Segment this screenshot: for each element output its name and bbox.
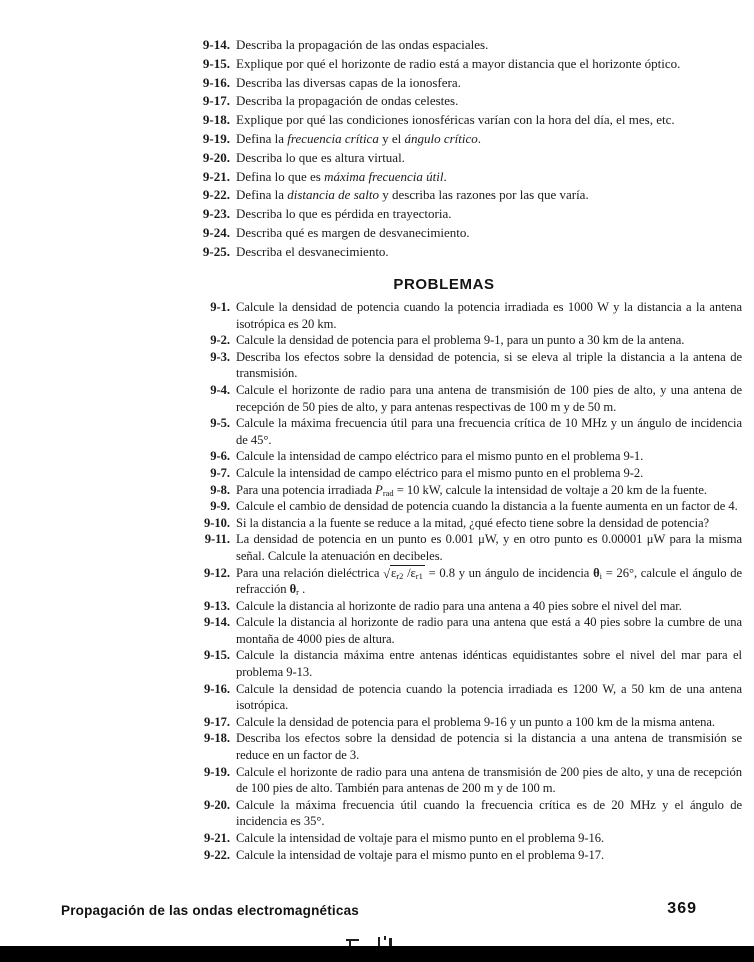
item-number: 9-25. <box>202 243 230 259</box>
item-number: 9-1. <box>210 300 230 314</box>
item-text: Calcule la densidad de potencia cuando la potencia irradiada es 1000 W y la distancia a la antena isotrópica es 20 km. <box>236 300 742 331</box>
question-item <box>194 74 742 93</box>
item-number: 9-7. <box>210 465 230 480</box>
item-number: 9-16. <box>202 74 230 90</box>
problem-item <box>194 498 742 515</box>
problem-item <box>194 714 742 731</box>
problems-heading: PROBLEMAS <box>393 276 495 293</box>
item-text: Describa los efectos sobre la densidad de potencia si la distancia a una antena de transmisión se reduce en un factor de 3. <box>236 731 742 763</box>
problem-item <box>194 515 742 532</box>
item-text: Calcule el horizonte de radio para una antena de transmisión de 100 pies de alto, y una antena de recepción de 50 pies de alto, y para antenas respectivas de 100 m y de 50 m. <box>236 382 742 414</box>
glyph-top-mark <box>346 939 359 941</box>
question-item <box>194 55 742 74</box>
problem-item <box>194 465 742 482</box>
item-number: 9-10. <box>204 515 230 530</box>
running-footer-title: Propagación de las ondas electromagnéticas <box>61 903 359 918</box>
item-number: 9-23. <box>202 206 230 222</box>
glyph-top-mark <box>378 937 380 946</box>
item-text: Defina la distancia de salto y describa las razones por las que varía. <box>236 187 589 203</box>
item-number: 9-15. <box>204 648 230 663</box>
item-number: 9-17. <box>202 93 230 109</box>
item-text: Explique por qué el horizonte de radio está a mayor distancia que el horizonte óptico. <box>236 55 681 71</box>
item-text: Describa los efectos sobre la densidad de potencia, si se eleva al triple la distancia a la antena de transmisión. <box>236 349 742 381</box>
item-number: 9-22. <box>204 847 230 862</box>
question-item <box>194 36 742 55</box>
item-text: Calcule la intensidad de campo eléctrico para el mismo punto en el problema 9-1. <box>236 449 644 464</box>
question-item <box>194 111 742 130</box>
item-number: 9-24. <box>202 224 230 240</box>
item-number: 9-21. <box>204 831 230 845</box>
question-item <box>194 186 742 205</box>
problem-item <box>194 681 742 714</box>
item-text: Calcule la densidad de potencia para el problema 9-16 y un punto a 100 km de la misma antena. <box>236 714 716 729</box>
problem-item <box>194 332 742 349</box>
item-text: Defina lo que es máxima frecuencia útil. <box>236 168 447 184</box>
item-text: Describa la propagación de ondas celestes. <box>236 93 459 109</box>
item-text: Calcule la máxima frecuencia útil para una frecuencia crítica de 10 MHz y un ángulo de incidencia de 45°. <box>236 416 742 447</box>
clipped-text-fragment <box>335 934 415 946</box>
item-number: 9-11. <box>204 532 230 547</box>
item-number: 9-12. <box>204 565 230 580</box>
item-number: 9-18. <box>204 731 230 746</box>
glyph-top-mark <box>389 938 392 946</box>
item-text: Para una relación dieléctrica $√\varepsilon_{r2}$ $/\varepsilon_{r1} = 0.8$ y un ángulo de incidencia $\theta_i = 26^\circ$, calcule el ángulo de refracción $\theta_r$ . <box>236 565 743 598</box>
item-number: 9-14. <box>202 37 230 52</box>
item-number: 9-16. <box>204 681 230 696</box>
problem-item <box>194 830 742 847</box>
problem-item <box>194 382 742 415</box>
problem-item <box>194 531 742 564</box>
item-number: 9-15. <box>202 55 230 71</box>
problem-item <box>194 565 742 598</box>
item-number: 9-22. <box>202 187 230 203</box>
question-item <box>194 205 742 224</box>
item-number: 9-2. <box>210 333 230 348</box>
problem-item <box>194 598 742 615</box>
item-text: Calcule la distancia máxima entre antenas idénticas equidistantes sobre el nivel del mar para el problema 9-13. <box>236 648 742 680</box>
question-item <box>194 168 742 187</box>
item-text: Calcule la intensidad de voltaje para el mismo punto en el problema 9-17. <box>236 847 605 862</box>
question-item <box>194 224 742 243</box>
item-number: 9-19. <box>202 130 230 146</box>
problem-item <box>194 415 742 448</box>
question-item <box>194 92 742 111</box>
item-text: Calcule el horizonte de radio para una antena de transmisión de 200 pies de alto, y una de recepción de 100 pies de alto. También para antenas de 200 m y de 100 m. <box>236 764 742 796</box>
item-text: Para una potencia irradiada $P_{rad} = 10$ kW, calcule la intensidad de voltaje a 20 km de la fuente. <box>236 482 707 498</box>
item-number: 9-21. <box>202 168 230 184</box>
item-text: Explique por qué las condiciones ionosféricas varían con la hora del día, el mes, etc. <box>236 112 675 128</box>
item-number: 9-20. <box>202 149 230 165</box>
item-number: 9-14. <box>204 615 230 630</box>
item-text: Describa las diversas capas de la ionosfera. <box>236 74 461 90</box>
problem-item <box>194 349 742 382</box>
item-text: Calcule la distancia al horizonte de radio para una antena que está a 40 pies sobre la cumbre de una montaña de 4000 pies de altura. <box>236 615 742 646</box>
item-number: 9-9. <box>210 499 230 514</box>
problem-item <box>194 797 742 830</box>
problem-item <box>194 764 742 797</box>
item-text: Calcule la densidad de potencia para el problema 9-1, para un punto a 30 km de la antena. <box>236 333 685 348</box>
item-text: La densidad de potencia en un punto es 0.001 μW, y en otro punto es 0.00001 μW para la misma señal. Calcule la atenuación en decibeles. <box>236 532 742 563</box>
item-number: 9-3. <box>210 349 230 364</box>
item-text: Describa qué es margen de desvanecimiento. <box>236 224 470 240</box>
item-number: 9-18. <box>202 112 230 128</box>
item-number: 9-5. <box>210 416 230 431</box>
item-number: 9-20. <box>204 797 230 812</box>
page-number: 369 <box>667 900 697 917</box>
item-text: Defina la frecuencia crítica y el ángulo crítico. <box>236 130 482 146</box>
item-number: 9-13. <box>204 598 230 613</box>
item-text: Si la distancia a la fuente se reduce a la mitad, ¿qué efecto tiene sobre la densidad de potencia? <box>236 515 710 530</box>
item-number: 9-6. <box>210 449 230 464</box>
item-text: Calcule la intensidad de campo eléctrico para el mismo punto en el problema 9-2. <box>236 465 644 480</box>
problem-item <box>194 299 742 332</box>
question-item <box>194 243 742 262</box>
questions-list <box>194 36 742 262</box>
problem-item <box>194 730 742 763</box>
sqrt-expression: $√\varepsilon_{r2}$ $/\varepsilon_{r1}$ <box>383 565 423 581</box>
item-number: 9-17. <box>204 714 230 729</box>
problems-list <box>194 299 742 863</box>
problem-item <box>194 614 742 647</box>
item-number: 9-19. <box>204 764 230 779</box>
item-text: Describa lo que es pérdida en trayectoria. <box>236 206 452 222</box>
question-item <box>194 149 742 168</box>
glyph-top-mark <box>384 936 386 940</box>
item-text: Describa el desvanecimiento. <box>236 243 389 259</box>
item-text: Describa la propagación de las ondas espaciales. <box>236 37 489 52</box>
problem-item <box>194 847 742 864</box>
problem-item <box>194 482 742 499</box>
item-number: 9-4. <box>210 382 230 397</box>
item-text: Calcule el cambio de densidad de potencia cuando la distancia a la fuente aumenta en un factor de 4. <box>236 499 738 514</box>
question-item <box>194 130 742 149</box>
item-text: Calcule la densidad de potencia cuando la potencia irradiada es 1200 W, a 50 km de una antena isotrópica. <box>236 681 742 713</box>
item-text: Calcule la distancia al horizonte de radio para una antena a 40 pies sobre el nivel del mar. <box>236 598 682 613</box>
problem-item <box>194 647 742 680</box>
item-text: Calcule la máxima frecuencia útil cuando la frecuencia crítica es de 20 MHz y el ángulo de incidencia es 35°. <box>236 797 742 829</box>
scan-black-bar <box>0 946 754 962</box>
problem-item <box>194 448 742 465</box>
item-text: Calcule la intensidad de voltaje para el mismo punto en el problema 9-16. <box>236 831 605 845</box>
item-text: Describa lo que es altura virtual. <box>236 149 405 165</box>
item-number: 9-8. <box>210 482 230 497</box>
